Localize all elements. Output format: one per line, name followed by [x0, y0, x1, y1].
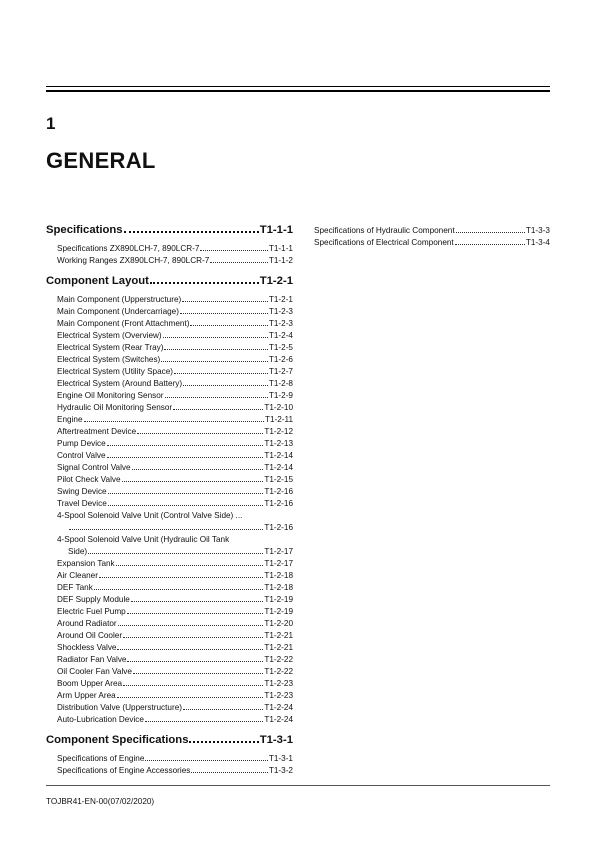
toc-page-number: T1-2-3 — [268, 319, 293, 328]
toc-entry[interactable] — [57, 654, 293, 666]
toc-page-number: T1-2-8 — [268, 379, 293, 388]
chapter-title: GENERAL — [46, 148, 156, 173]
toc-page-number: T1-2-9 — [268, 391, 293, 400]
toc-entry[interactable] — [57, 534, 293, 558]
toc-section[interactable] — [46, 275, 293, 291]
toc-entry-title: Main Component (Undercarriage) — [57, 307, 179, 316]
toc-left-column — [46, 224, 293, 777]
toc-entry-title: 4-Spool Solenoid Valve Unit (Hydraulic Oil Tank — [57, 535, 230, 544]
toc-entry-continuation — [68, 522, 293, 534]
document-code: TOJBR41-EN-00(07/02/2020) — [46, 797, 155, 806]
toc-entry[interactable] — [57, 690, 293, 702]
toc-entry[interactable] — [57, 594, 293, 606]
toc-page-number: T1-1-2 — [268, 256, 293, 265]
toc-entry[interactable] — [57, 330, 293, 342]
toc-entry-title: Radiator Fan Valve — [57, 655, 127, 664]
toc-page-number: T1-2-5 — [268, 343, 293, 352]
toc-page-number: T1-2-11 — [264, 415, 293, 424]
toc-entry[interactable] — [57, 630, 293, 642]
toc-entry[interactable] — [57, 378, 293, 390]
toc-page-number: T1-1-1 — [268, 244, 293, 253]
toc-entry[interactable] — [57, 255, 293, 267]
toc-entry[interactable] — [57, 714, 293, 726]
dot-leader — [183, 708, 263, 710]
toc-entry-title: Electrical System (Switches) — [57, 355, 161, 364]
toc-page-number: T1-2-23 — [264, 679, 293, 688]
dot-leader — [145, 759, 267, 761]
dot-leader — [69, 528, 263, 530]
dot-leader — [108, 504, 264, 506]
dot-leader — [137, 432, 263, 434]
toc-entry-title: Main Component (Upperstructure) — [57, 295, 182, 304]
toc-page-number: T1-2-18 — [264, 583, 293, 592]
dot-leader — [107, 456, 264, 458]
toc-entry-title: Control Valve — [57, 451, 106, 460]
toc-page-number: T1-2-21 — [264, 643, 293, 652]
dot-leader — [183, 384, 268, 386]
toc-entry[interactable] — [57, 462, 293, 474]
toc-entry-title: Electrical System (Utility Space) — [57, 367, 174, 376]
toc-entry[interactable] — [57, 414, 293, 426]
dot-leader — [84, 420, 264, 422]
toc-page-number: T1-2-16 — [264, 499, 293, 508]
toc-entry[interactable] — [57, 243, 293, 255]
toc-entry-title: Aftertreatment Device — [57, 427, 137, 436]
toc-entry-title: Hydraulic Oil Monitoring Sensor — [57, 403, 173, 412]
dot-leader — [123, 684, 263, 686]
toc-entry-title: Auto-Lubrication Device — [57, 715, 144, 724]
toc-page-number: T1-2-6 — [268, 355, 293, 364]
toc-entry[interactable] — [57, 354, 293, 366]
dot-leader — [164, 348, 267, 350]
footer-rule — [46, 785, 550, 786]
toc-page-number: T1-2-1 — [268, 295, 293, 304]
toc-entry-title: Swing Device — [57, 487, 107, 496]
toc-page-number: T1-2-3 — [268, 307, 293, 316]
toc-entry-title: Specifications of Engine — [57, 754, 145, 763]
toc-entry[interactable] — [57, 294, 293, 306]
toc-page-number: T1-2-22 — [264, 655, 293, 664]
toc-page-number: T1-2-7 — [268, 367, 293, 376]
dot-leader — [99, 576, 263, 578]
chapter-number: 1 — [46, 114, 56, 133]
dot-leader — [107, 444, 264, 446]
toc-section-title: Component Specifications — [46, 734, 189, 746]
toc-entry[interactable] — [57, 402, 293, 414]
toc-page-number: T1-2-18 — [264, 571, 293, 580]
toc-entry-continuation — [68, 546, 293, 558]
toc-page-number: T1-2-14 — [264, 451, 293, 460]
toc-entry[interactable] — [57, 474, 293, 486]
toc-entry[interactable] — [314, 237, 550, 249]
toc-entry[interactable] — [314, 225, 550, 237]
toc-entry[interactable] — [57, 510, 293, 534]
dot-leader — [118, 624, 264, 626]
dot-leader — [127, 612, 264, 614]
toc-entry[interactable] — [57, 702, 293, 714]
toc-page-number: T1-2-15 — [264, 475, 293, 484]
dot-leader — [190, 324, 267, 326]
dot-leader — [210, 261, 268, 263]
toc-page-number: T1-2-12 — [264, 427, 293, 436]
toc-entry-title: Air Cleaner — [57, 571, 98, 580]
toc-entry-title: Specifications of Engine Accessories — [57, 766, 191, 775]
dot-leader — [173, 408, 263, 410]
toc-entry-title: Boom Upper Area — [57, 679, 123, 688]
toc-page-number: T1-2-21 — [264, 631, 293, 640]
toc-section[interactable] — [46, 734, 293, 750]
dot-leader — [117, 648, 263, 650]
toc-entry-title: Electrical System (Rear Tray) — [57, 343, 164, 352]
toc-page-number: T1-2-14 — [264, 463, 293, 472]
toc-entry-title: DEF Tank — [57, 583, 93, 592]
toc-page-number: T1-2-23 — [264, 691, 293, 700]
toc-page-number: T1-3-3 — [525, 226, 550, 235]
toc-entry-title: Engine Oil Monitoring Sensor — [57, 391, 164, 400]
toc-page-number: T1-2-24 — [264, 715, 293, 724]
toc-entry[interactable] — [57, 666, 293, 678]
toc-entry-title: Specifications of Hydraulic Component — [314, 226, 455, 235]
toc-entry[interactable] — [57, 366, 293, 378]
toc-entry-title: 4-Spool Solenoid Valve Unit (Control Valve Side) ... — [57, 511, 243, 520]
toc-entry-title: Shockless Valve — [57, 643, 117, 652]
toc-right-column — [314, 225, 550, 249]
toc-entry[interactable] — [57, 318, 293, 330]
dot-leader — [108, 492, 264, 494]
toc-entry[interactable] — [57, 486, 293, 498]
dot-leader — [132, 468, 264, 470]
dot-leader — [117, 696, 264, 698]
toc-entry[interactable] — [57, 390, 293, 402]
toc-entry-title: Signal Control Valve — [57, 463, 131, 472]
dot-leader — [189, 740, 258, 743]
dot-leader — [133, 672, 263, 674]
dot-leader — [180, 312, 268, 314]
dot-leader — [163, 336, 268, 338]
toc-page-number: T1-2-19 — [264, 595, 293, 604]
toc-entry[interactable] — [57, 498, 293, 510]
toc-entry-title: Oil Cooler Fan Valve — [57, 667, 132, 676]
toc-entry-title: Working Ranges ZX890LCH-7, 890LCR-7 — [57, 256, 210, 265]
toc-entry-title: Distribution Valve (Upperstructure) — [57, 703, 182, 712]
toc-entry[interactable] — [57, 306, 293, 318]
dot-leader — [174, 372, 268, 374]
toc-entry-title: Travel Device — [57, 499, 107, 508]
toc-entry-title: Engine — [57, 415, 83, 424]
dot-leader — [456, 231, 525, 233]
dot-leader — [455, 243, 525, 245]
toc-page-number: T1-2-17 — [264, 559, 293, 568]
toc-page-number: T1-3-4 — [525, 238, 550, 247]
toc-page-number: T1-2-16 — [264, 487, 293, 496]
toc-page-number: T1-2-13 — [264, 439, 293, 448]
toc-entry-title: Arm Upper Area — [57, 691, 116, 700]
toc-page-number: T1-1-1 — [259, 224, 293, 236]
toc-section-title: Component Layout — [46, 275, 149, 287]
dot-leader — [182, 300, 268, 302]
toc-entry-title: Around Radiator — [57, 619, 117, 628]
toc-entry-title: Expansion Tank — [57, 559, 115, 568]
dot-leader — [116, 564, 264, 566]
toc-page-number: T1-3-2 — [268, 766, 293, 775]
toc-entry-title: Pilot Check Valve — [57, 475, 121, 484]
dot-leader — [122, 480, 264, 482]
toc-entry[interactable] — [57, 753, 293, 765]
toc-section-title: Specifications — [46, 224, 123, 236]
dot-leader — [88, 552, 263, 554]
toc-entry[interactable] — [57, 342, 293, 354]
dot-leader — [127, 660, 263, 662]
toc-page-number: T1-2-22 — [264, 667, 293, 676]
dot-leader — [161, 360, 268, 362]
dot-leader — [165, 396, 268, 398]
toc-page-number: T1-2-10 — [264, 403, 293, 412]
toc-section[interactable] — [46, 224, 293, 240]
toc-entry[interactable] — [57, 765, 293, 777]
toc-entry-title: Main Component (Front Attachment) — [57, 319, 190, 328]
toc-entry[interactable] — [57, 678, 293, 690]
toc-entry[interactable] — [57, 450, 293, 462]
header-rule-thin — [46, 86, 550, 87]
toc-entry-title: Electrical System (Around Battery) — [57, 379, 183, 388]
dot-leader — [200, 249, 267, 251]
toc-entry[interactable] — [57, 558, 293, 570]
dot-leader — [191, 771, 268, 773]
toc-entry[interactable] — [57, 618, 293, 630]
toc-entry-title: Pump Device — [57, 439, 106, 448]
toc-entry[interactable] — [57, 438, 293, 450]
toc-entry[interactable] — [57, 426, 293, 438]
toc-entry-title-cont: Side) — [68, 547, 88, 556]
toc-page-number: T1-2-16 — [264, 523, 293, 532]
toc-entry[interactable] — [57, 570, 293, 582]
toc-entry-title: Specifications ZX890LCH-7, 890LCR-7 — [57, 244, 200, 253]
toc-page-number: T1-2-17 — [264, 547, 293, 556]
dot-leader — [123, 636, 263, 638]
toc-entry[interactable] — [57, 642, 293, 654]
toc-entry-title: Around Oil Cooler — [57, 631, 123, 640]
toc-page-number: T1-2-4 — [268, 331, 293, 340]
dot-leader — [124, 230, 259, 233]
toc-entry-title: Specifications of Electrical Component — [314, 238, 454, 247]
dot-leader — [131, 600, 264, 602]
header-rule-thick — [46, 90, 550, 92]
toc-entry-title: Electrical System (Overview) — [57, 331, 162, 340]
toc-page-number: T1-2-1 — [259, 275, 293, 287]
toc-entry-title: DEF Supply Module — [57, 595, 130, 604]
toc-page-number: T1-2-20 — [264, 619, 293, 628]
toc-page-number: T1-2-24 — [264, 703, 293, 712]
toc-entry[interactable] — [57, 582, 293, 594]
dot-leader — [150, 281, 259, 284]
dot-leader — [145, 720, 263, 722]
toc-page-number: T1-3-1 — [268, 754, 293, 763]
toc-page-number: T1-3-1 — [259, 734, 293, 746]
toc-entry[interactable] — [57, 606, 293, 618]
toc-page-number: T1-2-19 — [264, 607, 293, 616]
toc-entry-title: Electric Fuel Pump — [57, 607, 126, 616]
dot-leader — [94, 588, 264, 590]
